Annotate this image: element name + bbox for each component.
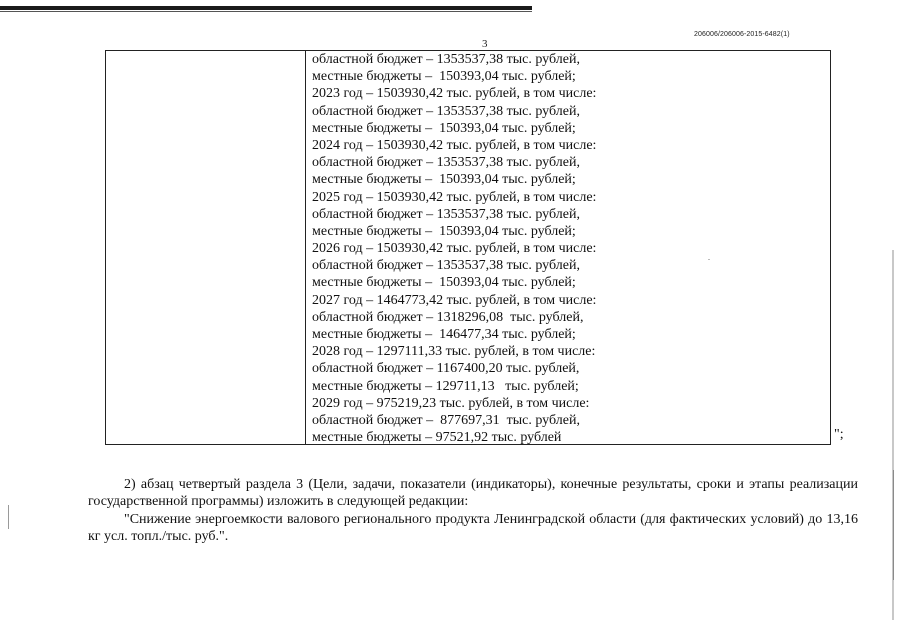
table-column-divider	[305, 50, 306, 445]
funding-line: 2027 год – 1464773,42 тыс. рублей, в том числе:	[312, 292, 597, 308]
closing-quote-mark: ";	[834, 427, 844, 442]
funding-line: областной бюджет – 1353537,38 тыс. рублей,	[312, 206, 580, 222]
funding-lines-list	[312, 51, 596, 446]
funding-line: областной бюджет – 1353537,38 тыс. рублей,	[312, 155, 580, 171]
quoted-indicator-paragraph: "Снижение энергоемкости валового регионального продукта Ленинградской области (для фактических условий) до 13,16 кг усл. топл./тыс. руб.".	[88, 512, 858, 545]
funding-line: областной бюджет – 1167400,20 тыс. рублей,	[312, 361, 580, 377]
scan-border-top-thin	[0, 11, 532, 12]
funding-line: местные бюджеты – 146477,34 тыс. рублей;	[312, 327, 576, 342]
funding-line: местные бюджеты – 150393,04 тыс. рублей;	[312, 120, 576, 136]
scan-mark-left	[8, 505, 9, 529]
funding-line: местные бюджеты – 150393,04 тыс. рублей;	[312, 223, 576, 239]
amendment-paragraph: 2) абзац четвертый раздела 3 (Цели, задачи, показатели (индикаторы), конечные результаты, сроки и этапы реализации государственной программы) изложить в следующей редакции:	[88, 477, 858, 510]
document-code: 206006/206006-2015-6482(1)	[694, 31, 790, 38]
funding-line: областной бюджет – 877697,31 тыс. рублей,	[312, 412, 580, 428]
funding-line: областной бюджет – 1353537,38 тыс. рублей,	[312, 258, 580, 274]
funding-line: местные бюджеты – 150393,04 тыс. рублей;	[312, 172, 576, 188]
funding-line: местные бюджеты – 129711,13 тыс. рублей;	[312, 378, 579, 394]
funding-line: областной бюджет – 1353537,38 тыс. рублей,	[312, 52, 580, 67]
funding-line: местные бюджеты – 97521,92 тыс. рублей	[312, 430, 562, 446]
funding-line: 2023 год – 1503930,42 тыс. рублей, в том числе:	[312, 86, 597, 102]
funding-line: областной бюджет – 1318296,08 тыс. рублей,	[312, 309, 584, 325]
funding-line: 2025 год – 1503930,42 тыс. рублей, в том числе:	[312, 189, 597, 205]
page-number: 3	[482, 38, 488, 50]
funding-line: 2024 год – 1503930,42 тыс. рублей, в том числе:	[312, 137, 597, 153]
funding-line: 2029 год – 975219,23 тыс. рублей, в том числе:	[312, 395, 590, 411]
funding-line: местные бюджеты – 150393,04 тыс. рублей;	[312, 69, 576, 85]
funding-line: 2028 год – 1297111,33 тыс. рублей, в том числе:	[312, 344, 596, 360]
funding-line: областной бюджет – 1353537,38 тыс. рублей,	[312, 103, 580, 119]
funding-line: местные бюджеты – 150393,04 тыс. рублей;	[312, 275, 576, 291]
funding-line: 2026 год – 1503930,42 тыс. рублей, в том числе:	[312, 241, 597, 257]
scan-edge-right-dark	[893, 470, 894, 580]
scan-border-top	[0, 6, 532, 10]
